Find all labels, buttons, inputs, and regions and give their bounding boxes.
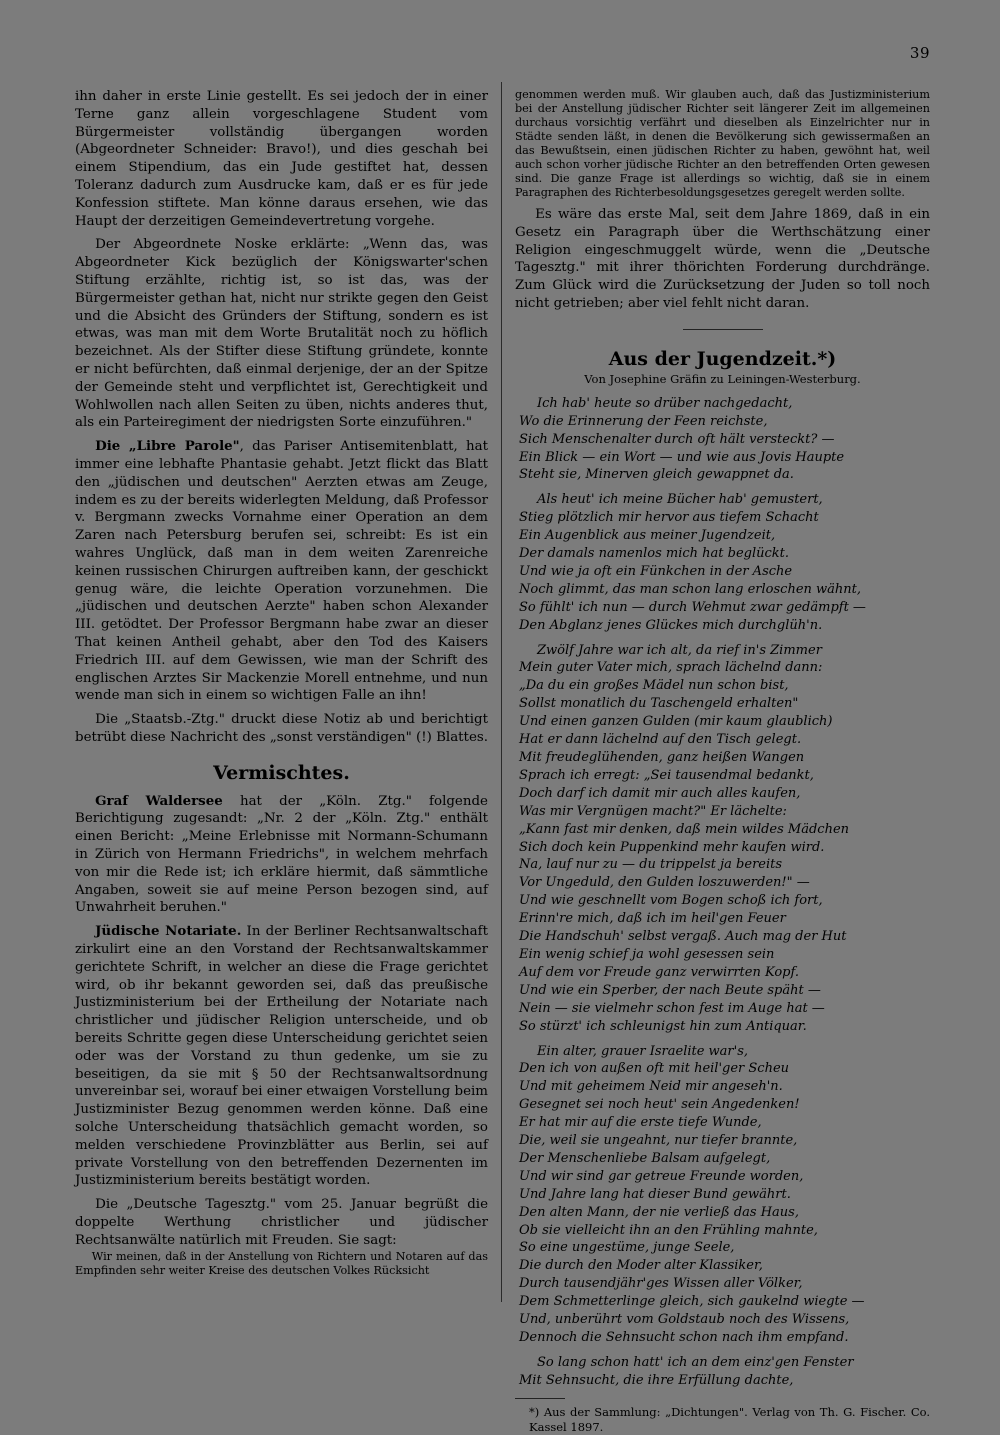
poem-line: Mein guter Vater mich, sprach lächelnd dann: xyxy=(519,660,823,676)
poem-line: Und, unberührt vom Goldstaub noch des Wissens, xyxy=(519,1312,850,1328)
quoted-paragraph: genommen werden muß. Wir glauben auch, daß das Justizministerium bei der Anstellung jüdischer Richter seit längerer Zeit im allgemeinen durchaus vorsichtig verfährt und dieselben als Einzelrichter nur in Städte senden läßt, in denen die Bevölkerung sich gewissermaßen an das Bewußtsein, einen jüdischen Richter zu haben, gewöhnt hat, weil auch schon vorher jüdische Richter an den betreffenden Orten gewesen sind. Die ganze Frage ist allerdings so wichtig, daß sie in einem Paragraphen des Richterbesoldungsgesetzes geregelt werden sollte. xyxy=(515,88,930,199)
poem-line: Sprach ich erregt: „Sei tausendmal bedankt, xyxy=(519,767,814,783)
poem-line: Und wie ein Sperber, der nach Beute späht — xyxy=(519,982,821,998)
poem-line: Die, weil sie ungeahnt, nur tiefer brannte, xyxy=(519,1133,798,1149)
poem-stanza xyxy=(515,491,930,634)
poem-line: Der Menschenliebe Balsam aufgelegt, xyxy=(519,1150,771,1166)
poem-line: Ein Augenblick aus meiner Jugendzeit, xyxy=(519,528,776,544)
paragraph: Es wäre das erste Mal, seit dem Jahre 1869, daß in ein Gesetz ein Paragraph über die Werthschätzung einer Religion eingeschmuggelt würde, wenn die „Deutsche Tagesztg." mit ihrer thörichten Forderung durchdränge. Zum Glück wird die Zurücksetzung der Juden so toll noch nicht getrieben; aber viel fehlt nicht daran. xyxy=(515,207,930,311)
poem-line: So lang schon hatt' ich an dem einz'gen Fenster xyxy=(537,1354,854,1370)
paragraph: Die „Deutsche Tagesztg." vom 25. Januar begrüßt die doppelte Werthung christlicher und jüdischer Rechtsanwälte natürlich mit Freuden. Sie sagt: xyxy=(75,1197,488,1248)
poem-stanza xyxy=(515,642,930,1036)
poem-line: Dem Schmetterlinge gleich, sich gaukelnd wiegte — xyxy=(519,1294,865,1310)
poem-line: Nein — sie vielmehr schon fest im Auge hat — xyxy=(519,1000,825,1016)
poem-line: Er hat mir auf die erste tiefe Wunde, xyxy=(519,1115,762,1131)
poem-line: So stürzt' ich schleunigst hin zum Antiquar. xyxy=(519,1018,807,1034)
poem-line: Und einen ganzen Gulden (mir kaum glaublich) xyxy=(519,714,833,730)
paragraph: Der Abgeordnete Noske erklärte: „Wenn das, was Abgeordneter Kick bezüglich der Königswarter'schen Stiftung erzählte, richtig ist, so ist das, was der Bürgermeister gethan hat, nicht nur strikte gegen den Geist und die Absicht des Gründers der Stiftung, sondern es ist etwas, was man mit dem Worte Brutalität noch zu höflich bezeichnet. Als der Stifter diese Stiftung gründete, konnte er nicht befürchten, daß einmal derjenige, der an der Spitze der Gemeinde steht und verpflichtet ist, Gerechtigkeit und Wohlwollen nach allen Seiten zu üben, nichts anderes thut, als ein Parteiregiment der niedrigsten Sorte einzuführen." xyxy=(75,237,488,431)
poem-line: Als heut' ich meine Bücher hab' gemustert, xyxy=(537,492,823,508)
poem-line: Sich Menschenalter durch oft hält versteckt? — xyxy=(519,431,835,447)
poem-line: Ich hab' heute so drüber nachgedacht, xyxy=(537,395,793,411)
footnote: *) Aus der Sammlung: „Dichtungen". Verlag von Th. G. Fischer. Co. Kassel 1897. xyxy=(529,1404,930,1434)
article-body: , das Pariser Antisemitenblatt, hat immer eine lebhafte Phantasie gehabt. Jetzt flickt das Blatt den „jüdischen und deutschen" Aerzten etwas am Zeuge, indem es zu der bereits widerlegten Meldung, daß Professor v. Bergmann zwecks Vornahme einer Operation an dem Zaren nach Petersburg berufen sei, schreibt: Es ist ein wahres Unglück, daß man in dem weiten Zarenreiche keinen russischen Chirurgen auftreiben kann, der geschickt genug wäre, die leichte Operation vorzunehmen. Die „jüdischen und deutschen Aerzte" haben schon Alexander III. getödtet. Der Professor Bergmann habe zwar an dieser That keinen Antheil gehabt, aber den Tod des Kaisers Friedrich III. auf dem Gewissen, wie man der Schrift des englischen Arztes Sir Mackenzie Morell entnehme, und nun wende man sich in einem so wichtigen Falle an ihn! xyxy=(75,439,488,704)
article-lead: Die „Libre Parole" xyxy=(95,438,240,455)
poem-line: Vor Ungeduld, den Gulden loszuwerden!" — xyxy=(519,875,810,891)
article-body: hat der „Köln. Ztg." folgende Berichtigung zugesandt: „Nr. 2 der „Köln. Ztg." enthält einen Bericht: „Meine Erlebnisse mit Normann-Schumann in Zürich von Hermann Friedrichs", in welchem mehrfach von mir die Rede ist; ich erkläre hiermit, daß sämmtliche Angaben, soweit sie auf meine Person bezogen sind, auf Unwahrheit beruhen." xyxy=(75,793,488,916)
poem-stanza xyxy=(515,395,930,485)
poem-line: Den alten Mann, der nie verließ das Haus, xyxy=(519,1204,799,1220)
poem-line: Und wie ja oft ein Fünkchen in der Asche xyxy=(519,563,793,579)
column-divider xyxy=(501,82,502,1302)
left-column xyxy=(75,88,488,1298)
poem-line: Der damals namenlos mich hat beglückt. xyxy=(519,546,790,562)
poem-line: Die Handschuh' selbst vergaß. Auch mag der Hut xyxy=(519,929,847,945)
poem-line: Steht sie, Minerven gleich gewappnet da. xyxy=(519,467,794,483)
poem-line: Zwölf Jahre war ich alt, da rief in's Zimmer xyxy=(537,642,822,658)
poem-line: Erinn're mich, daß ich im heil'gen Feuer xyxy=(519,911,786,927)
poem-line: Den ich von außen oft mit heil'ger Scheu xyxy=(519,1061,790,1077)
article-lead: Jüdische Notariate. xyxy=(95,923,242,940)
poem-line: „Kann fast mir denken, daß mein wildes Mädchen xyxy=(519,821,850,837)
poem-line: Gesegnet sei noch heut' sein Angedenken! xyxy=(519,1097,800,1113)
poem-line: Stieg plötzlich mir hervor aus tiefem Schacht xyxy=(519,510,819,526)
poem-line: Die durch den Moder alter Klassiker, xyxy=(519,1258,763,1274)
paragraph xyxy=(75,923,488,1190)
article-body: In der Berliner Rechtsanwaltschaft zirkulirt eine an den Vorstand der Rechtsanwaltskammer gerichtete Schrift, in welcher an diese die Frage gerichtet wird, ob ihr bekannt geworden sei, daß das preußische Justizministerium bei der Ertheilung der Notariate nach christlicher und jüdischer Religion unterscheide, und ob bereits Schritte gegen diese Unterscheidung gerichtet seien oder was der Vorstand zu thun gedenke, um sie zu beseitigen, da sie mit § 50 der Rechtsanwaltsordnung unvereinbar sei, worauf bei einer etwaigen Vorstellung beim Justizminister Bezug genommen werden könne. Daß eine solche Unterscheidung thatsächlich gemacht worden, so melden verschiedene Provinzblätter aus Berlin, sei auf private Vorstellung von den betreffenden Dezernenten im Justizministerium bereits bestätigt worden. xyxy=(75,924,488,1189)
poem-line: „Da du ein großes Mädel nun schon bist, xyxy=(519,678,789,694)
section-rule xyxy=(683,329,763,330)
poem-title: Aus der Jugendzeit.*) xyxy=(608,347,837,370)
poem-line: Mit Sehnsucht, die ihre Erfüllung dachte, xyxy=(519,1372,794,1388)
poem-stanza xyxy=(515,1043,930,1347)
poem-line: Ein wenig schief ja wohl gesessen sein xyxy=(519,946,775,962)
poem-line: Ein alter, grauer Israelite war's, xyxy=(537,1043,749,1059)
paragraph: Die „Staatsb.-Ztg." druckt diese Notiz ab und berichtigt betrübt diese Nachricht des „sonst verständigen" (!) Blattes. xyxy=(75,712,488,745)
poem-line: Wo die Erinnerung der Feen reichste, xyxy=(519,413,768,429)
poem-line: Was mir Vergnügen macht?" Er lächelte: xyxy=(519,803,787,819)
article-lead: Graf Waldersee xyxy=(95,792,223,809)
page-number: 39 xyxy=(909,44,930,62)
poem-line: Sich doch kein Puppenkind mehr kaufen wird. xyxy=(519,839,825,855)
quoted-paragraph: Wir meinen, daß in der Anstellung von Richtern und Notaren auf das Empfinden sehr weiter Kreise des deutschen Volkes Rücksicht xyxy=(75,1249,488,1277)
poem-line: Den Abglanz jenes Glückes mich durchglüh'n. xyxy=(519,617,823,633)
poem-line: So fühlt' ich nun — durch Wehmut zwar gedämpft — xyxy=(519,599,866,615)
poem-line: Und Jahre lang hat dieser Bund gewährt. xyxy=(519,1186,791,1202)
paragraph xyxy=(75,793,488,918)
poem-line: Und wir sind gar getreue Freunde worden, xyxy=(519,1168,804,1184)
paragraph xyxy=(75,438,488,705)
poem-line: Dennoch die Sehnsucht schon nach ihm empfand. xyxy=(519,1330,849,1345)
poem-line: Auf dem vor Freude ganz verwirrten Kopf. xyxy=(519,964,799,980)
footnote-rule xyxy=(515,1398,565,1399)
poem-line: Und wie geschnellt vom Bogen schoß ich fort, xyxy=(519,893,823,909)
poem-line: Ob sie vielleicht ihn an den Frühling mahnte, xyxy=(519,1222,818,1238)
poem-line: Doch darf ich damit mir auch alles kaufen, xyxy=(519,785,801,801)
poem-line: Und mit geheimem Neid mir angeseh'n. xyxy=(519,1079,783,1095)
poem-line: Hat er dann lächelnd auf den Tisch gelegt. xyxy=(519,732,802,748)
poem-line: Noch glimmt, das man schon lang erloschen wähnt, xyxy=(519,581,862,597)
poem-author: Von Josephine Gräfin zu Leiningen-Westerburg. xyxy=(584,371,861,386)
poem-line: Sollst monatlich du Taschengeld erhalten" xyxy=(519,696,799,712)
poem-line: Durch tausendjähr'ges Wissen aller Völker, xyxy=(519,1276,803,1292)
poem xyxy=(515,395,930,1390)
paragraph: ihn daher in erste Linie gestellt. Es sei jedoch der in einer Terne ganz allein vorgeschlagene Student vom Bürgermeister vollständig übergangen worden (Abgeordneter Schneider: Bravo!), und dies geschah bei einem Stipendium, das ein Jude gestiftet hat, dessen Toleranz dadurch zum Ausdrucke kam, daß er es für jede Konfession stiftete. Man könne daraus ersehen, wie das Haupt der derzeitigen Gemeindevertretung vorgehe. xyxy=(75,89,488,229)
poem-stanza xyxy=(515,1354,930,1390)
poem-line: So eine ungestüme, junge Seele, xyxy=(519,1240,735,1256)
right-column xyxy=(515,88,930,1434)
poem-line: Ein Blick — ein Wort — und wie aus Jovis Haupte xyxy=(519,449,845,465)
poem-line: Mit freudeglühenden, ganz heißen Wangen xyxy=(519,750,805,765)
poem-line: Na, lauf nur zu — du trippelst ja bereits xyxy=(519,857,783,873)
section-heading: Vermischtes. xyxy=(213,761,350,784)
